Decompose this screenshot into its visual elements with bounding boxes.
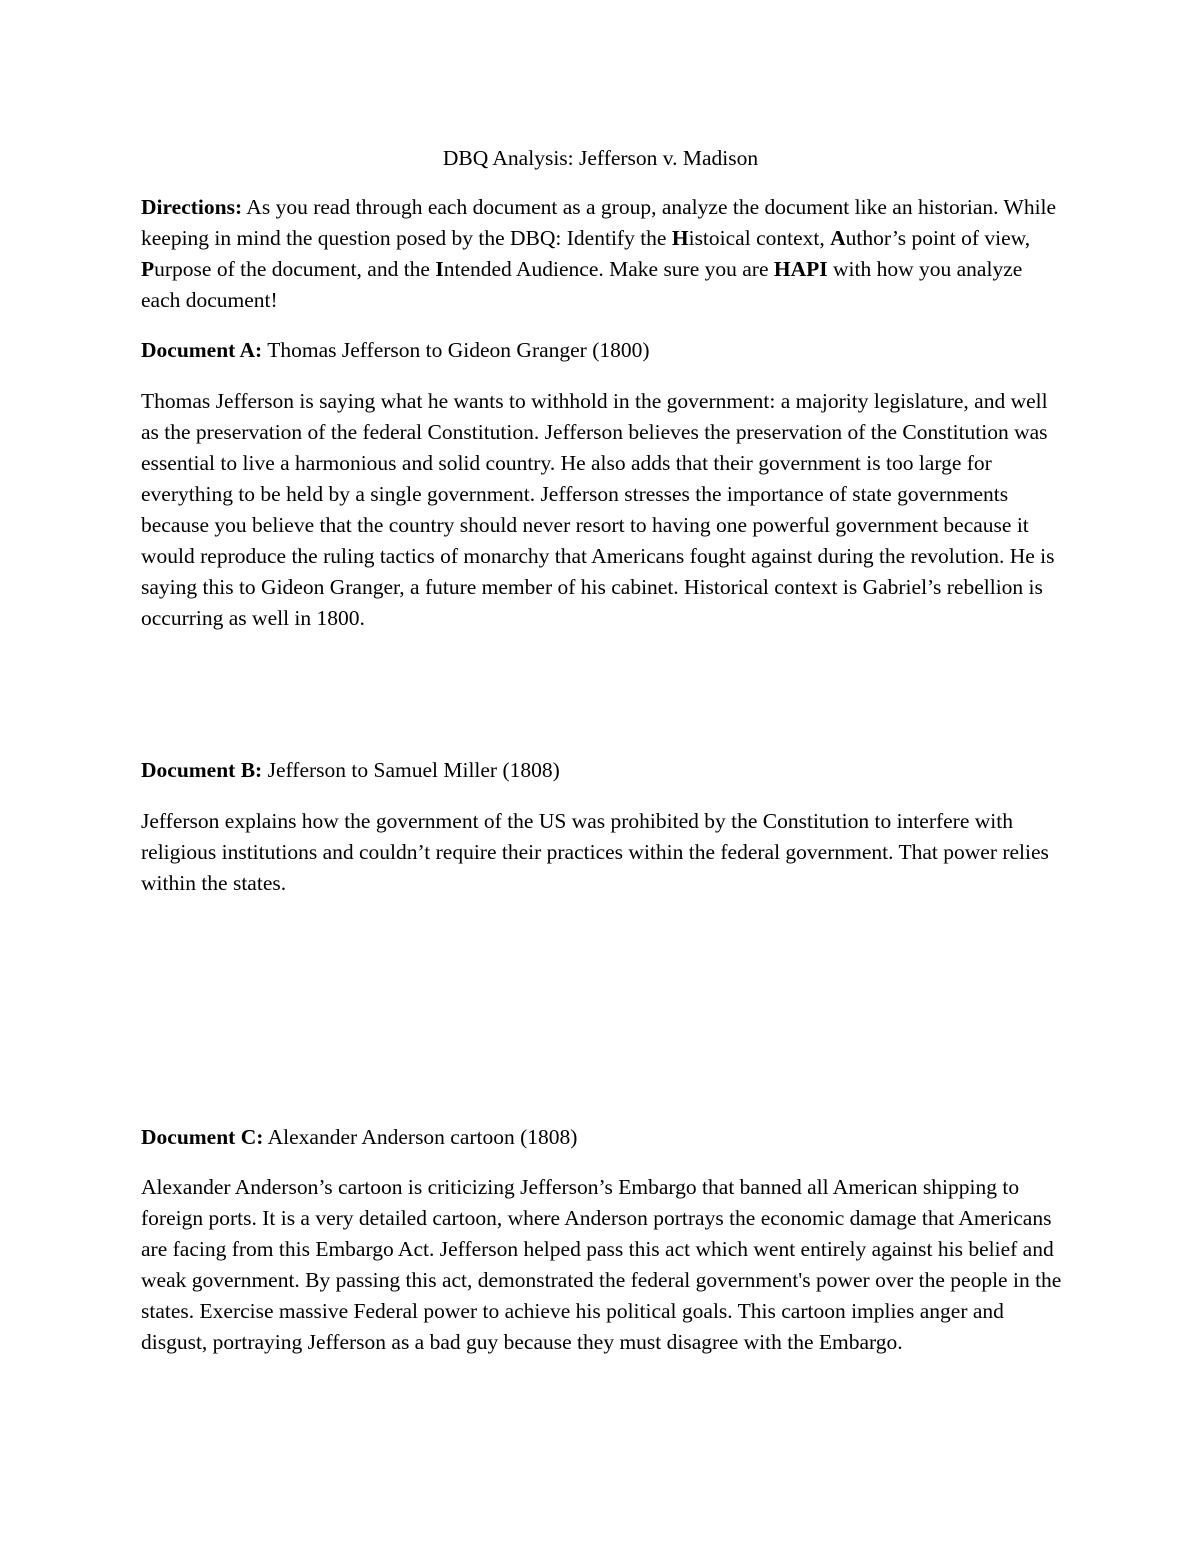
directions-paragraph (141, 192, 1066, 316)
document-b-label: Document B: (141, 758, 263, 782)
hapi-letter-p: P (141, 257, 155, 281)
directions-label: Directions: (141, 195, 243, 219)
hapi-letter-a: A (830, 226, 846, 250)
document-a-source: Thomas Jefferson to Gideon Granger (1800) (262, 338, 650, 362)
directions-text-4: urpose of the document, and the (154, 257, 436, 281)
document-b-heading (141, 755, 1066, 786)
document-b-analysis: Jefferson explains how the government of the US was prohibited by the Constitution to interfere with religious institutions and couldn’t require their practices within the federal government. That power relies within the states. (141, 809, 1049, 895)
document-c-label: Document C: (141, 1125, 264, 1149)
directions-text-2: istoical context, (688, 226, 831, 250)
page-title: DBQ Analysis: Jefferson v. Madison (442, 146, 759, 170)
hapi-acronym: HAPI (773, 257, 828, 281)
document-c-analysis: Alexander Anderson’s cartoon is criticizing Jefferson’s Embargo that banned all American shipping to foreign ports. It is a very detailed cartoon, where Anderson portrays the economic damage that Americans are facing from this Embargo Act. Jefferson helped pass this act which went entirely against his belief and weak government. By passing this act, demonstrated the federal government's power over the people in the states. Exercise massive Federal power to achieve his political goals. This cartoon implies anger and disgust, portraying Jefferson as a bad guy because they must disagree with the Embargo. (141, 1175, 1062, 1354)
hapi-letter-h: H (671, 226, 689, 250)
directions-text-6: with how you analyze each document! (141, 257, 1023, 312)
directions-text-5: ntended Audience. Make sure you are (443, 257, 774, 281)
document-b-source: Jefferson to Samuel Miller (1808) (262, 758, 560, 782)
hapi-letter-i: I (435, 257, 444, 281)
document-a-label: Document A: (141, 338, 263, 362)
document-a-heading (141, 335, 1066, 366)
directions-text-1: As you read through each document as a group, analyze the document like an historian. While keeping in mind the question posed by the DBQ: Identify the (141, 195, 1057, 250)
document-a-analysis: Thomas Jefferson is saying what he wants to withhold in the government: a majority legislature, and well as the preservation of the federal Constitution. Jefferson believes the preservation of the Constitution was essential to live a harmonious and solid country. He also adds that their government is too large for everything to be held by a single government. Jefferson stresses the importance of state governments because you believe that the country should never resort to having one powerful government because it would reproduce the ruling tactics of monarchy that Americans fought against during the revolution. He is saying this to Gideon Granger, a future member of his cabinet. Historical context is Gabriel’s rebellion is occurring as well in 1800. (141, 389, 1055, 630)
document-c-heading (141, 1122, 1066, 1153)
document-c-source: Alexander Anderson cartoon (1808) (263, 1125, 578, 1149)
directions-text-3: uthor’s point of view, (845, 226, 1031, 250)
